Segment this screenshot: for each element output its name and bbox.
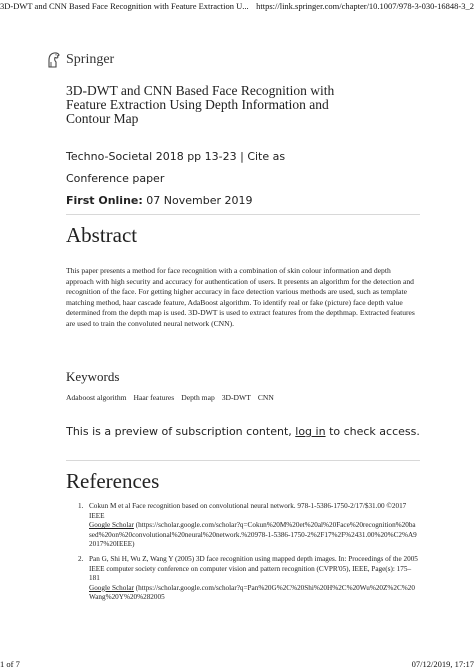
google-scholar-url[interactable]: (https://scholar.google.com/scholar?q=Cokun%20M%20et%20al%20Face%20recognition%20based%20on%20convolutional%20neural%20network.%20978-1-5386-1750-2%2F17%2F%2431.00%20%C2%A92017%20IEEE) [89, 521, 417, 549]
venue-line[interactable]: Techno-Societal 2018 pp 13-23 | Cite as [66, 150, 286, 163]
springer-wordmark: Springer [66, 52, 115, 67]
login-link[interactable]: log in [295, 425, 326, 438]
reference-item [78, 555, 418, 603]
keyword-item[interactable]: Depth map [181, 393, 215, 402]
google-scholar-link[interactable]: Google Scholar [89, 521, 134, 530]
first-online-date: 07 November 2019 [146, 194, 253, 207]
keyword-item[interactable]: CNN [257, 393, 274, 402]
first-online-label: First Online: [66, 194, 143, 207]
preview-text-before: This is a preview of subscription content, [66, 425, 292, 438]
reference-item [78, 502, 418, 550]
section-divider [66, 214, 420, 215]
print-header-title: 3D-DWT and CNN Based Face Recognition with Feature Extraction U... [0, 1, 249, 11]
google-scholar-url[interactable]: (https://scholar.google.com/scholar?q=Pan%20G%2C%20Shi%20H%2C%20Wu%20Z%2C%20Wang%20Y%20%282005 [89, 583, 415, 602]
print-header [0, 0, 474, 12]
references-heading: References [66, 469, 160, 493]
abstract-heading: Abstract [66, 223, 138, 247]
reference-number: 1. [78, 502, 84, 510]
springer-logo[interactable] [46, 50, 114, 70]
references-list [78, 502, 418, 608]
paper-title: 3D-DWT and CNN Based Face Recognition with Feature Extraction Using Depth Information and Contour Map [66, 83, 335, 126]
print-datetime: 07/12/2019, 17:17 [411, 659, 474, 669]
reference-text: Pan G, Shi H, Wu Z, Wang Y (2005) 3D face recognition using mapped depth images. In: Proceedings of the 2005 IEEE computer society conference on computer vision and pattern recognition (CVPR'05), IEEE, Page(s): 175–181 [89, 554, 418, 583]
print-header-url: https://link.springer.com/chapter/10.1007/978-3-030-16848-3_2 [256, 1, 474, 11]
keyword-item[interactable]: Adaboost algorithm [66, 393, 127, 402]
section-divider [66, 460, 420, 461]
first-online-line [66, 190, 426, 212]
paper-type: Conference paper [66, 172, 165, 185]
keywords-heading: Keywords [66, 369, 120, 384]
keywords-list [66, 393, 426, 402]
print-footer [0, 658, 474, 670]
reference-text: Cokun M et al Face recognition based on convolutional neural network. 978-1-5386-1750-2/17/$31.00 ©2017 IEEE [89, 502, 407, 520]
abstract-text: This paper presents a method for face recognition with a combination of skin colour information and depth approach with high security and accuracy for authentication of users. It presents an algorithm for the detection and recognition of the face. For getting higher accuracy in face detection various methods are used, such as template matching method, haar cascade feature, AdaBoost algorithm. To identify real or fake (picture) face depth value determined from the depth map is used. 3D-DWT is used to extract features from the depthmap. Extracted features are used to train the convoluted neural network (CNN). [66, 266, 415, 328]
preview-text-after: to check access. [329, 425, 420, 438]
subscription-preview-notice [66, 424, 420, 440]
paper-meta [66, 146, 426, 212]
keyword-item[interactable]: Haar features [133, 393, 175, 402]
keyword-item[interactable]: 3D-DWT [221, 393, 251, 402]
reference-number: 2. [78, 554, 84, 563]
google-scholar-link[interactable]: Google Scholar [89, 583, 134, 592]
print-page-number: 1 of 7 [0, 659, 20, 669]
springer-horse-icon [46, 51, 62, 69]
